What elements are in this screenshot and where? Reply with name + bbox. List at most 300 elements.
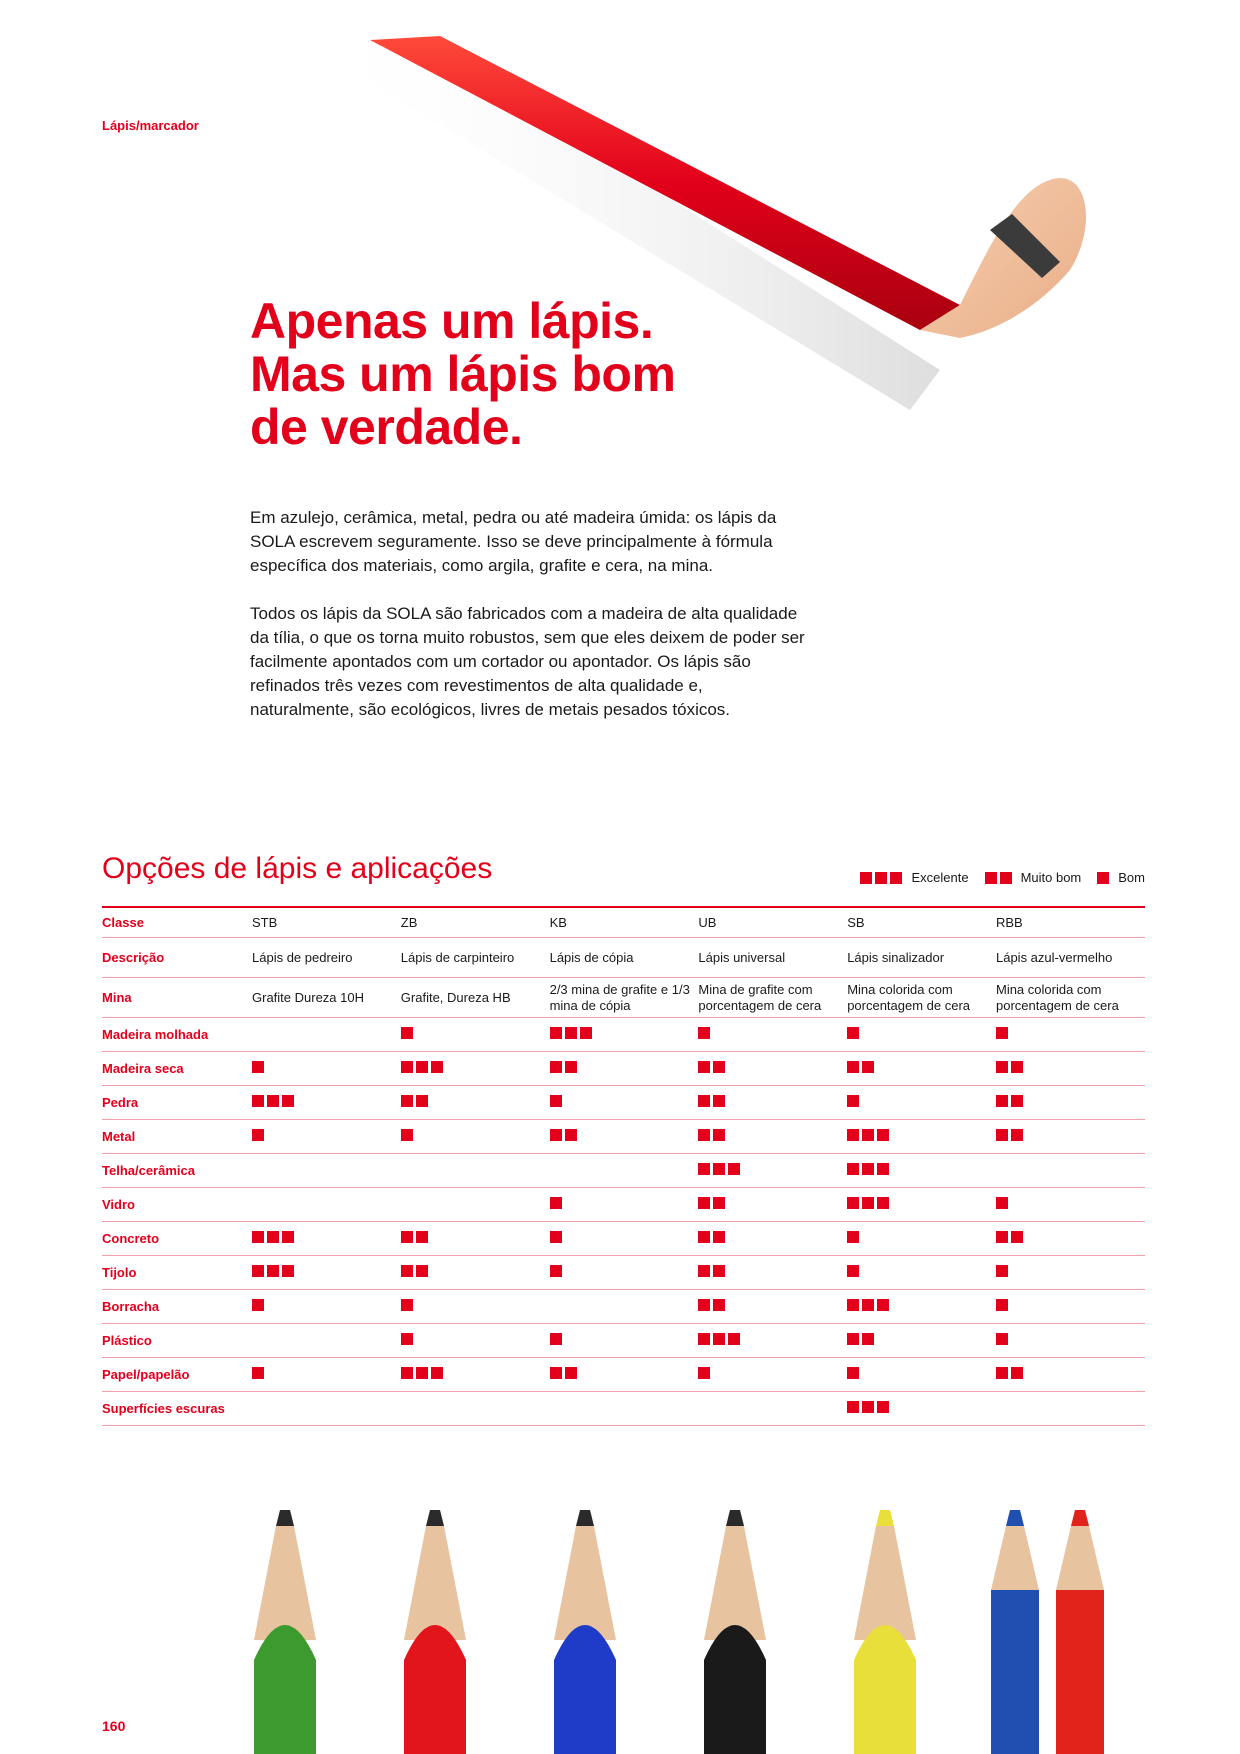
rating-square-icon	[862, 1163, 874, 1175]
intro-paragraph: Em azulejo, cerâmica, metal, pedra ou até madeira úmida: os lápis da SOLA escrevem seguramente. Isso se deve principalmente à fórmula específica dos materiais, como argila, grafite e cera, na mina.	[250, 508, 777, 575]
rating-square-icon	[698, 1163, 710, 1175]
rating-square-icon	[847, 1367, 859, 1379]
rating-squares	[996, 1129, 1026, 1141]
rating-square-icon	[713, 1163, 725, 1175]
table-row	[102, 1018, 1145, 1052]
rating-square-icon	[847, 1265, 859, 1277]
rating-square-icon	[252, 1061, 264, 1073]
rating-square-icon	[713, 1333, 725, 1345]
rating-cell	[698, 1231, 847, 1247]
rating-cell	[252, 1129, 401, 1145]
rating-squares	[401, 1129, 416, 1141]
rating-square-icon	[550, 1129, 562, 1141]
rating-square-icon	[1097, 872, 1109, 884]
rating-square-icon	[713, 1061, 725, 1073]
rating-squares	[550, 1197, 565, 1209]
rating-square-icon	[1000, 872, 1012, 884]
rating-square-icon	[282, 1265, 294, 1277]
table-cell: Mina colorida com porcentagem de cera	[847, 981, 971, 1013]
rating-squares	[401, 1027, 416, 1039]
rating-square-icon	[416, 1367, 428, 1379]
rating-square-icon	[877, 1299, 889, 1311]
rating-square-icon	[401, 1299, 413, 1311]
rating-square-icon	[847, 1061, 859, 1073]
rating-square-icon	[698, 1231, 710, 1243]
rating-cell	[550, 1129, 699, 1145]
table-cell: Mina de grafite com porcentagem de cera	[698, 981, 822, 1013]
rating-squares	[847, 1129, 892, 1141]
rating-square-icon	[1011, 1095, 1023, 1107]
rating-square-icon	[713, 1299, 725, 1311]
rating-square-icon	[713, 1129, 725, 1141]
rating-square-icon	[996, 1333, 1008, 1345]
rating-square-icon	[431, 1061, 443, 1073]
rating-square-icon	[847, 1299, 859, 1311]
rating-cell	[996, 1367, 1145, 1383]
rating-squares	[698, 1265, 728, 1277]
rating-cell	[698, 1197, 847, 1213]
rating-cell	[252, 1367, 401, 1383]
rating-cell	[996, 1265, 1145, 1281]
rating-square-icon	[862, 1129, 874, 1141]
rating-square-icon	[996, 1231, 1008, 1243]
rating-square-icon	[713, 1095, 725, 1107]
rating-square-icon	[862, 1401, 874, 1413]
rating-square-icon	[698, 1129, 710, 1141]
rating-square-icon	[996, 1299, 1008, 1311]
table-cell: Lápis sinalizador	[847, 949, 945, 965]
rating-cell	[550, 1265, 699, 1281]
rating-cell	[698, 1061, 847, 1077]
legend-item	[985, 870, 1082, 885]
rating-squares	[996, 1265, 1011, 1277]
rating-cell	[847, 1129, 996, 1145]
table-header-row	[102, 978, 1145, 1018]
legend-label: Muito bom	[1020, 870, 1082, 885]
rating-squares	[847, 1095, 862, 1107]
rating-square-icon	[282, 1095, 294, 1107]
table-cell: Lápis de pedreiro	[252, 949, 353, 965]
table-row	[102, 1392, 1145, 1426]
rating-cell	[996, 1231, 1145, 1247]
rating-squares	[698, 1027, 713, 1039]
rating-square-icon	[550, 1027, 562, 1039]
rating-square-icon	[862, 1197, 874, 1209]
rating-square-icon	[728, 1333, 740, 1345]
rating-square-icon	[996, 1095, 1008, 1107]
rating-squares	[550, 1265, 565, 1277]
section-label: Lápis/marcador	[102, 118, 199, 133]
rating-cell	[996, 1027, 1145, 1043]
rating-square-icon	[1011, 1129, 1023, 1141]
rating-squares	[550, 1061, 580, 1073]
rating-squares	[847, 1401, 892, 1413]
rating-square-icon	[728, 1163, 740, 1175]
rating-cell	[996, 1197, 1145, 1213]
rating-squares	[252, 1129, 267, 1141]
rating-square-icon	[401, 1265, 413, 1277]
rating-squares	[996, 1061, 1026, 1073]
rating-squares	[847, 1197, 892, 1209]
rating-cell	[698, 1095, 847, 1111]
rating-squares	[996, 1027, 1011, 1039]
headline-line: de verdade.	[250, 399, 523, 455]
rating-cell	[698, 1367, 847, 1383]
rating-cell	[252, 1095, 401, 1111]
table-cell: Lápis universal	[698, 949, 786, 965]
rating-square-icon	[890, 872, 902, 884]
row-label: Descrição	[102, 950, 165, 965]
rating-squares	[698, 1061, 728, 1073]
rating-square-icon	[847, 1197, 859, 1209]
rating-square-icon	[550, 1265, 562, 1277]
row-label: Metal	[102, 1129, 136, 1144]
rating-square-icon	[862, 1061, 874, 1073]
rating-squares	[847, 1333, 877, 1345]
rating-square-icon	[847, 1095, 859, 1107]
rating-square-icon	[996, 1265, 1008, 1277]
rating-square-icon	[996, 1061, 1008, 1073]
rating-squares	[550, 1027, 595, 1039]
rating-square-icon	[550, 1333, 562, 1345]
rating-cell	[847, 1095, 996, 1111]
rating-squares	[550, 1231, 565, 1243]
rating-square-icon	[401, 1129, 413, 1141]
rating-cell	[550, 1027, 699, 1043]
row-label: Plástico	[102, 1333, 152, 1348]
rating-cell	[847, 1231, 996, 1247]
rating-square-icon	[565, 1061, 577, 1073]
table-cell: Grafite Dureza 10H	[252, 989, 364, 1005]
rating-cell	[550, 1095, 699, 1111]
rating-cell	[550, 1333, 699, 1349]
legend-item	[860, 870, 968, 885]
rating-square-icon	[862, 1333, 874, 1345]
rating-square-icon	[698, 1061, 710, 1073]
headline-line: Mas um lápis bom	[250, 346, 676, 402]
row-label: Borracha	[102, 1299, 160, 1314]
rating-square-icon	[550, 1367, 562, 1379]
table-cell: Mina colorida com porcentagem de cera	[995, 981, 1119, 1013]
rating-square-icon	[252, 1129, 264, 1141]
rating-cell	[401, 1367, 550, 1383]
table-cell: RBB	[995, 914, 1023, 930]
rating-squares	[996, 1231, 1026, 1243]
rating-square-icon	[550, 1095, 562, 1107]
rating-square-icon	[252, 1367, 264, 1379]
table-header-row	[102, 908, 1145, 938]
rating-square-icon	[862, 1299, 874, 1311]
rating-cell	[252, 1231, 401, 1247]
table-row	[102, 1256, 1145, 1290]
rating-cell	[996, 1299, 1145, 1315]
pencil-illustration	[1056, 1510, 1104, 1754]
rating-squares	[401, 1333, 416, 1345]
rating-square-icon	[996, 1367, 1008, 1379]
rating-squares	[698, 1367, 713, 1379]
rating-squares	[550, 1095, 565, 1107]
rating-square-icon	[416, 1265, 428, 1277]
rating-cell	[252, 1265, 401, 1281]
rating-square-icon	[713, 1197, 725, 1209]
rating-square-icon	[698, 1367, 710, 1379]
rating-squares	[698, 1197, 728, 1209]
rating-squares	[847, 1265, 862, 1277]
rating-square-icon	[252, 1095, 264, 1107]
rating-cell	[996, 1095, 1145, 1111]
rating-cell	[698, 1163, 847, 1179]
rating-squares	[847, 1299, 892, 1311]
table-cell: 2/3 mina de grafite e 1/3 mina de cópia	[549, 981, 690, 1013]
table-row	[102, 1290, 1145, 1324]
table-row	[102, 1188, 1145, 1222]
rating-square-icon	[267, 1231, 279, 1243]
rating-square-icon	[550, 1061, 562, 1073]
rating-cell	[252, 1061, 401, 1077]
rating-square-icon	[996, 1129, 1008, 1141]
rating-squares	[698, 1095, 728, 1107]
rating-square-icon	[252, 1231, 264, 1243]
rating-square-icon	[416, 1095, 428, 1107]
rating-square-icon	[252, 1299, 264, 1311]
headline-line: Apenas um lápis.	[250, 293, 654, 349]
rating-square-icon	[401, 1095, 413, 1107]
rating-squares	[847, 1163, 892, 1175]
legend-item	[1097, 870, 1145, 885]
pencil-illustration	[704, 1510, 766, 1754]
rating-squares	[847, 1367, 862, 1379]
rating-square-icon	[877, 1129, 889, 1141]
rating-squares	[252, 1231, 297, 1243]
rating-square-icon	[401, 1367, 413, 1379]
rating-square-icon	[550, 1197, 562, 1209]
rating-square-icon	[698, 1299, 710, 1311]
rating-cell	[698, 1333, 847, 1349]
rating-square-icon	[580, 1027, 592, 1039]
rating-squares	[996, 1367, 1026, 1379]
rating-cell	[252, 1299, 401, 1315]
rating-square-icon	[282, 1231, 294, 1243]
rating-squares	[1097, 872, 1112, 884]
rating-cell	[996, 1333, 1145, 1349]
rating-square-icon	[713, 1231, 725, 1243]
rating-square-icon	[996, 1197, 1008, 1209]
rating-squares	[996, 1333, 1011, 1345]
rating-cell	[698, 1129, 847, 1145]
rating-cell	[550, 1367, 699, 1383]
rating-cell	[401, 1061, 550, 1077]
rating-square-icon	[877, 1197, 889, 1209]
rating-cell	[698, 1027, 847, 1043]
rating-cell	[550, 1197, 699, 1213]
rating-square-icon	[1011, 1061, 1023, 1073]
rating-legend	[820, 870, 1145, 885]
rating-square-icon	[698, 1333, 710, 1345]
rating-cell	[996, 1129, 1145, 1145]
pencil-illustration	[554, 1510, 616, 1754]
table-row	[102, 1052, 1145, 1086]
rating-squares	[401, 1095, 431, 1107]
pencil-illustration	[254, 1510, 316, 1754]
rating-cell	[401, 1299, 550, 1315]
table-cell: SB	[847, 914, 865, 930]
pencil-illustration	[404, 1510, 466, 1754]
rating-square-icon	[565, 1367, 577, 1379]
page-number: 160	[102, 1718, 126, 1734]
rating-cell	[847, 1163, 996, 1179]
row-label: Mina	[102, 990, 132, 1005]
row-label: Telha/cerâmica	[102, 1163, 195, 1178]
rating-squares	[401, 1265, 431, 1277]
rating-squares	[698, 1231, 728, 1243]
rating-square-icon	[698, 1095, 710, 1107]
rating-squares	[252, 1095, 297, 1107]
rating-cell	[401, 1129, 550, 1145]
rating-squares	[550, 1367, 580, 1379]
rating-squares	[985, 872, 1015, 884]
rating-square-icon	[401, 1027, 413, 1039]
page-headline	[250, 295, 810, 454]
rating-squares	[698, 1299, 728, 1311]
rating-cell	[698, 1265, 847, 1281]
rating-cell	[550, 1231, 699, 1247]
rating-square-icon	[847, 1231, 859, 1243]
rating-square-icon	[416, 1231, 428, 1243]
rating-cell	[847, 1401, 996, 1417]
rating-square-icon	[877, 1163, 889, 1175]
rating-square-icon	[401, 1061, 413, 1073]
rating-cell	[698, 1299, 847, 1315]
rating-cell	[847, 1367, 996, 1383]
rating-squares	[401, 1231, 431, 1243]
rating-square-icon	[565, 1129, 577, 1141]
rating-square-icon	[847, 1401, 859, 1413]
table-row	[102, 1120, 1145, 1154]
rating-square-icon	[565, 1027, 577, 1039]
intro-text	[250, 506, 810, 746]
rating-square-icon	[847, 1129, 859, 1141]
table-cell: UB	[698, 914, 717, 930]
rating-squares	[401, 1299, 416, 1311]
rating-square-icon	[401, 1333, 413, 1345]
rating-cell	[847, 1333, 996, 1349]
rating-square-icon	[698, 1265, 710, 1277]
rating-squares	[550, 1333, 565, 1345]
rating-squares	[847, 1027, 862, 1039]
table-cell: Lápis de carpinteiro	[400, 949, 515, 965]
rating-square-icon	[877, 1401, 889, 1413]
table-row	[102, 1324, 1145, 1358]
rating-cell	[847, 1197, 996, 1213]
table-row	[102, 1086, 1145, 1120]
rating-cell	[847, 1061, 996, 1077]
row-label: Superfícies escuras	[102, 1401, 225, 1416]
rating-square-icon	[252, 1265, 264, 1277]
pencil-application-table	[102, 908, 1145, 1426]
rating-cell	[401, 1231, 550, 1247]
row-label: Classe	[102, 915, 144, 930]
table-row	[102, 1222, 1145, 1256]
rating-squares	[698, 1129, 728, 1141]
rating-square-icon	[416, 1061, 428, 1073]
rating-square-icon	[431, 1367, 443, 1379]
rating-square-icon	[860, 872, 872, 884]
row-label: Papel/papelão	[102, 1367, 190, 1382]
rating-squares	[698, 1163, 743, 1175]
row-label: Vidro	[102, 1197, 135, 1212]
row-label: Tijolo	[102, 1265, 137, 1280]
rating-cell	[401, 1027, 550, 1043]
table-cell: ZB	[400, 914, 418, 930]
rating-cell	[401, 1265, 550, 1281]
rating-cell	[550, 1061, 699, 1077]
rating-square-icon	[550, 1231, 562, 1243]
table-row	[102, 1154, 1145, 1188]
rating-squares	[252, 1367, 267, 1379]
table-cell: KB	[549, 914, 567, 930]
rating-squares	[401, 1061, 446, 1073]
table-header-row	[102, 938, 1145, 978]
rating-squares	[996, 1299, 1011, 1311]
rating-square-icon	[401, 1231, 413, 1243]
rating-square-icon	[847, 1333, 859, 1345]
rating-square-icon	[875, 872, 887, 884]
rating-squares	[996, 1095, 1026, 1107]
table-cell: Lápis azul-vermelho	[995, 949, 1113, 965]
rating-square-icon	[267, 1265, 279, 1277]
table-cell: Lápis de cópia	[549, 949, 634, 965]
rating-squares	[550, 1129, 580, 1141]
rating-squares	[252, 1265, 297, 1277]
rating-square-icon	[713, 1265, 725, 1277]
rating-square-icon	[847, 1027, 859, 1039]
table-cell: Grafite, Dureza HB	[400, 989, 511, 1005]
rating-squares	[996, 1197, 1011, 1209]
rating-squares	[252, 1299, 267, 1311]
rating-square-icon	[1011, 1231, 1023, 1243]
pencil-photo-strip	[240, 1490, 1120, 1754]
rating-squares	[698, 1333, 743, 1345]
rating-square-icon	[267, 1095, 279, 1107]
rating-square-icon	[985, 872, 997, 884]
rating-cell	[847, 1265, 996, 1281]
rating-squares	[401, 1367, 446, 1379]
rating-square-icon	[996, 1027, 1008, 1039]
row-label: Madeira seca	[102, 1061, 184, 1076]
table-row	[102, 1358, 1145, 1392]
rating-square-icon	[698, 1027, 710, 1039]
rating-cell	[996, 1061, 1145, 1077]
rating-square-icon	[698, 1197, 710, 1209]
pencil-illustration	[991, 1510, 1039, 1754]
table-cell: STB	[252, 914, 278, 930]
rating-cell	[847, 1299, 996, 1315]
table-title: Opções de lápis e aplicações	[102, 852, 493, 885]
row-label: Concreto	[102, 1231, 160, 1246]
rating-squares	[252, 1061, 267, 1073]
rating-cell	[401, 1095, 550, 1111]
rating-cell	[401, 1333, 550, 1349]
intro-paragraph: Todos os lápis da SOLA são fabricados com a madeira de alta qualidade da tília, o que os torna muito robustos, sem que eles deixem de poder ser facilmente apontados com um cortador ou apontador. Os lápis são refinados três vezes com revestimentos de alta qualidade e, naturalmente, são ecológicos, livres de metais pesados tóxicos.	[250, 604, 805, 719]
rating-squares	[847, 1231, 862, 1243]
legend-label: Bom	[1118, 870, 1145, 885]
rating-cell	[847, 1027, 996, 1043]
legend-label: Excelente	[911, 870, 969, 885]
pencil-illustration	[854, 1510, 916, 1754]
row-label: Pedra	[102, 1095, 139, 1110]
rating-squares	[860, 872, 905, 884]
rating-square-icon	[847, 1163, 859, 1175]
